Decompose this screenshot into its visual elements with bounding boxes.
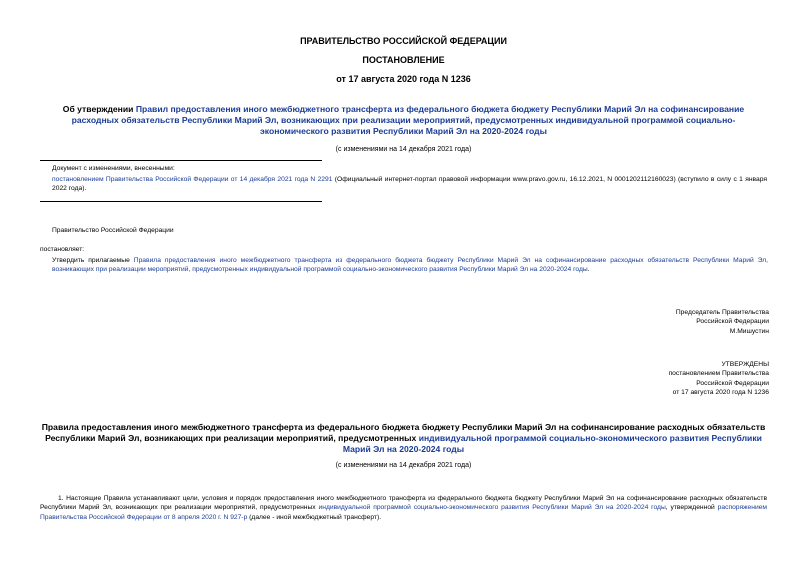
doc-date-number: от 17 августа 2020 года N 1236 [336,74,471,84]
signature-line-2: Российской Федерации [696,318,769,326]
p1-text-1: 1. Настоящие Правила устанавливают цели, условия и порядок предоставления иного межбюджетного трансферта из федерального бюджета бюджету Республики Марий Эл на софинансирование расходных обязательств Республики Марий Эл, возникающих при реализации мероприятий, предусмотренных [40,495,767,512]
approved-line-4: от 17 августа 2020 года N 1236 [672,389,769,397]
decrees-word: постановляет: [40,246,85,253]
doc-type-heading: ПОСТАНОВЛЕНИЕ [362,55,445,65]
amendment-link[interactable]: постановлением Правительства Российской Федерации от 14 декабря 2021 года N 2291 [52,176,333,183]
signature-line-3: М.Мишустин [729,327,769,335]
title-link[interactable]: Правил предоставления иного межбюджетного трансферта из федерального бюджета бюджету Республики Марий Эл на софинансирование расходных обязательств Республики Марий Эл, возникающих при реализации мероприятий, предусмотренных индивидуальной программой социально-экономического развития Республики Марий Эл на 2020-2024 годы [71,104,745,137]
signature-line-1: Председатель Правительства [675,309,769,316]
document-title [40,104,767,138]
p1-program-link[interactable]: индивидуальной программой социально-экономического развития Республики Марий Эл на 2020-2024 годы [318,504,666,512]
amendment-details: (Официальный интернет-портал правовой информации www.pravo.gov.ru, 16.12.2021, N 0001202112160023) (вступило в силу с 1 января 2022 года). [52,176,768,193]
approved-line-2: постановлением Правительства [668,370,769,378]
rules-title-link[interactable]: индивидуальной программой социально-экономического развития Республики Марий Эл на 2020-2024 годы [342,433,762,455]
p1-text-3: (далее - иной межбюджетный трансферт). [247,513,382,521]
p1-order-link[interactable]: распоряжением Правительства Российской Федерации от 8 апреля 2020 г. N 927-р [40,504,767,521]
approved-line-1: УТВЕРЖДЕНЫ [721,361,769,368]
approve-prefix: Утвердить прилагаемые [52,257,134,264]
amendments-heading: Документ с изменениями, внесенными: [52,165,175,172]
approved-line-3: Российской Федерации [696,379,769,387]
government-heading: ПРАВИТЕЛЬСТВО РОССИЙСКОЙ ФЕДЕРАЦИИ [300,36,507,46]
title-prefix: Об утверждении [62,104,136,114]
approved-block [560,360,769,398]
rules-title-text: Правила предоставления иного межбюджетного трансферта из федерального бюджета бюджету Республики Марий Эл на софинансирование расходных обязательств Республики Марий Эл, возникающих при реализации мероприятий, предусмотренных [41,422,766,444]
changes-note: (с изменениями на 14 декабря 2021 года) [335,146,472,153]
divider-top [40,160,322,161]
approve-suffix: . [587,266,590,274]
divider-bottom [40,201,322,202]
approve-paragraph [52,256,768,275]
signature-block [560,308,769,336]
rules-paragraph-1 [40,494,767,522]
approve-link[interactable]: Правила предоставления иного межбюджетного трансферта из федерального бюджета бюджету Республики Марий Эл на софинансирование расходных обязательств Республики Марий Эл, возникающих при реализации мероприятий, предусмотренных индивидуальной программой социально-экономического развития Республики Марий Эл на 2020-2024 годы [52,257,768,274]
rules-title [40,422,767,456]
rules-changes-note: (с изменениями на 14 декабря 2021 года) [335,462,472,469]
government-name: Правительство Российской Федерации [52,227,174,234]
amendments-text [52,175,767,194]
p1-text-2: , утвержденной [665,504,718,512]
